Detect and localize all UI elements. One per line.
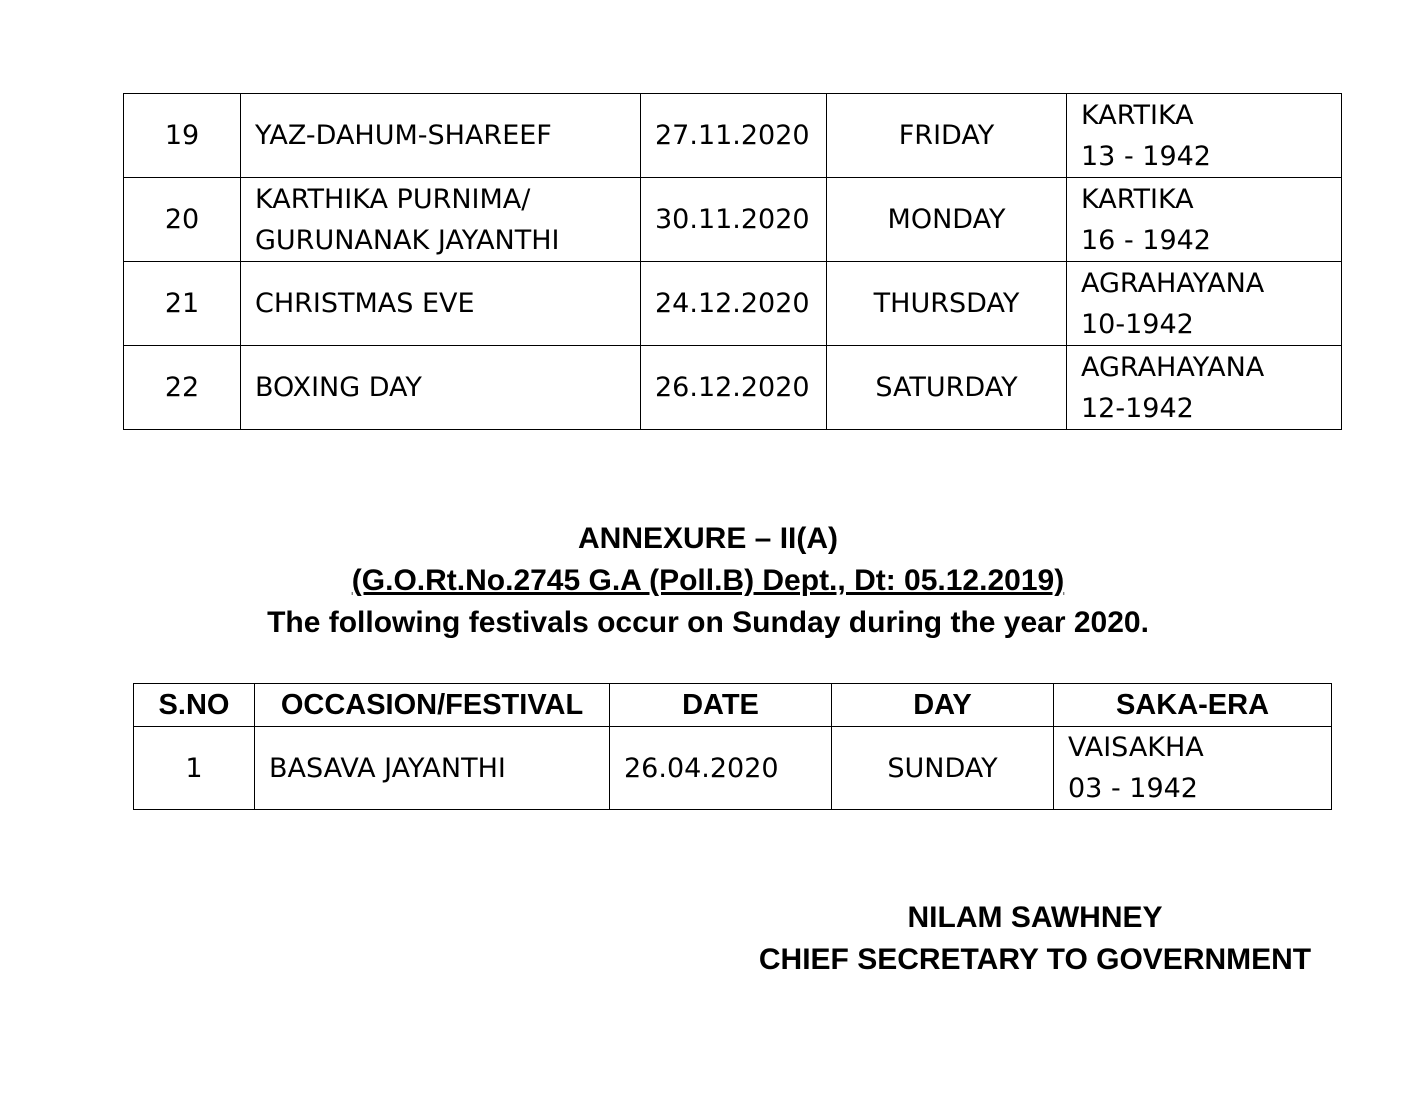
occasion-cell (241, 178, 641, 262)
header-sno: S.NO (134, 684, 255, 727)
table-row (124, 178, 1342, 262)
occasion-cell: BASAVA JAYANTHI (255, 727, 610, 810)
sunday-festivals-table (133, 683, 1332, 810)
annexure-title: ANNEXURE – II(A) (577, 522, 839, 555)
day-cell: MONDAY (827, 178, 1067, 262)
occasion-line: KARTHIKA PURNIMA/ (255, 183, 531, 215)
saka-year: 12-1942 (1081, 392, 1194, 424)
saka-year: 03 - 1942 (1068, 773, 1198, 804)
sno-cell: 21 (124, 262, 241, 346)
occasion-line: GURUNANAK JAYANTHI (255, 224, 560, 256)
saka-cell (1067, 94, 1342, 178)
saka-month: KARTIKA (1081, 99, 1194, 131)
day-cell: THURSDAY (827, 262, 1067, 346)
table-header-row (134, 684, 1332, 727)
saka-year: 16 - 1942 (1081, 224, 1211, 256)
saka-year: 13 - 1942 (1081, 140, 1211, 172)
table-row (124, 262, 1342, 346)
header-occasion: OCCASION/FESTIVAL (255, 684, 610, 727)
saka-cell (1067, 262, 1342, 346)
header-saka: SAKA-ERA (1054, 684, 1332, 727)
occasion-line: BOXING DAY (255, 372, 422, 403)
date-cell: 26.12.2020 (641, 346, 827, 430)
saka-month: VAISAKHA (1068, 732, 1204, 763)
saka-cell (1067, 346, 1342, 430)
sno-cell: 20 (124, 178, 241, 262)
signatory-designation: CHIEF SECRETARY TO GOVERNMENT (758, 943, 1312, 976)
table-row (134, 727, 1332, 810)
date-cell: 27.11.2020 (641, 94, 827, 178)
occasion-cell (241, 262, 641, 346)
saka-cell (1054, 727, 1332, 810)
sno-cell: 19 (124, 94, 241, 178)
go-reference: (G.O.Rt.No.2745 G.A (Poll.B) Dept., Dt: 05.12.2019) (351, 564, 1065, 597)
saka-month: AGRAHAYANA (1081, 351, 1265, 383)
day-cell: SUNDAY (832, 727, 1054, 810)
saka-year: 10-1942 (1081, 308, 1194, 340)
saka-month: KARTIKA (1081, 183, 1194, 215)
header-day: DAY (832, 684, 1054, 727)
table-row (124, 94, 1342, 178)
date-cell: 26.04.2020 (610, 727, 832, 810)
saka-month: AGRAHAYANA (1081, 267, 1265, 299)
header-date: DATE (610, 684, 832, 727)
signature-block (740, 897, 1330, 981)
sno-cell: 1 (134, 727, 255, 810)
table-row (124, 346, 1342, 430)
day-cell: FRIDAY (827, 94, 1067, 178)
occasion-cell (241, 346, 641, 430)
occasion-line: YAZ-DAHUM-SHAREEF (255, 120, 552, 151)
day-cell: SATURDAY (827, 346, 1067, 430)
occasion-cell (241, 94, 641, 178)
holiday-table-continued (123, 93, 1342, 430)
signatory-name: NILAM SAWHNEY (907, 901, 1163, 934)
sno-cell: 22 (124, 346, 241, 430)
saka-cell (1067, 178, 1342, 262)
date-cell: 30.11.2020 (641, 178, 827, 262)
occasion-line: CHRISTMAS EVE (255, 288, 475, 319)
annexure-heading (0, 518, 1416, 644)
annexure-description: The following festivals occur on Sunday during the year 2020. (267, 606, 1149, 639)
date-cell: 24.12.2020 (641, 262, 827, 346)
